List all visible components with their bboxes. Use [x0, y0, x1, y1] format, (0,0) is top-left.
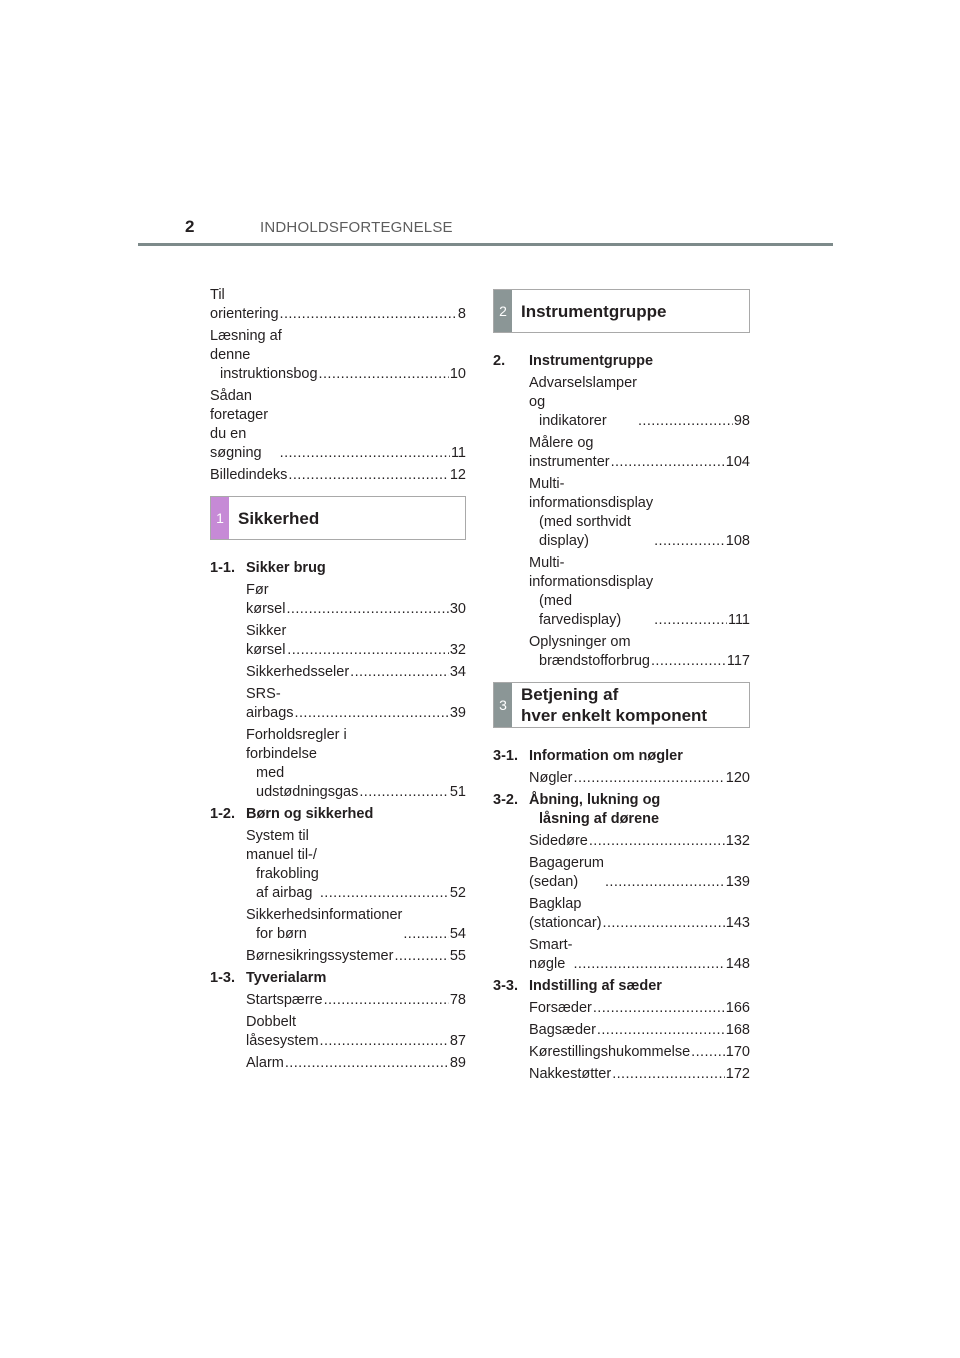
toc-entry[interactable]: [529, 554, 750, 630]
toc-entry-line2: med udstødningsgas: [256, 765, 359, 800]
toc-entry[interactable]: [529, 769, 750, 788]
toc-entry-text: [529, 475, 653, 551]
toc-entry-text: Billedindeks: [210, 467, 288, 483]
toc-entry-text: Bagagerum (sedan): [529, 855, 604, 890]
toc-page-number: 10: [449, 366, 466, 382]
toc-entry-text: Børnesikringssystemer: [246, 948, 394, 964]
toc-entry-text: Smart-nøgle: [529, 937, 573, 972]
leader-dots: [280, 444, 450, 463]
section-title: Sikker brug: [246, 560, 326, 576]
leader-dots: [603, 914, 725, 933]
toc-entry-text: Sådan foretager du en søgning: [210, 388, 269, 461]
leader-dots: [638, 412, 733, 431]
toc-entry-text: Sikker kørsel: [246, 623, 287, 658]
chapter-number-tab: 2: [494, 290, 512, 332]
toc-entry-line1: Læsning af denne: [210, 328, 282, 363]
section-title-line1: Åbning, lukning og: [529, 792, 661, 808]
leader-dots: [287, 641, 449, 660]
toc-page-number: 78: [449, 992, 466, 1008]
toc-entry-text: Dobbelt låsesystem: [246, 1014, 319, 1049]
chapter-title-line2: hver enkelt komponent: [521, 706, 708, 725]
toc-entry-text: Alarm: [246, 1055, 284, 1071]
toc-entry-text: Nakkestøtter: [529, 1066, 612, 1082]
toc-page-number: 166: [725, 1000, 750, 1016]
leader-dots: [612, 1065, 725, 1084]
section-title: Tyverialarm: [246, 970, 327, 986]
leader-dots: [320, 884, 449, 903]
toc-entry-text: [246, 906, 402, 944]
toc-entry-line1: Sikkerhedsinformationer: [246, 907, 403, 923]
leader-dots: [593, 999, 725, 1018]
leader-dots: [574, 769, 725, 788]
toc-entry[interactable]: [529, 434, 750, 472]
toc-page-number: 12: [449, 467, 466, 483]
header-rule: [138, 243, 833, 246]
toc-entry-line2: (med farvedisplay): [539, 593, 622, 628]
toc-entry[interactable]: [246, 1054, 466, 1073]
toc-entry[interactable]: [529, 854, 750, 892]
section-heading[interactable]: [210, 969, 466, 988]
section-number: 1-3.: [210, 970, 235, 986]
toc-entry-text: Bagsæder: [529, 1022, 596, 1038]
toc-entry-text: Startspærre: [246, 992, 323, 1008]
section-title-line2: låsning af dørene: [539, 811, 660, 827]
toc-entry-text: Til orientering: [210, 287, 279, 322]
section-title: Instrumentgruppe: [529, 353, 654, 369]
toc-page-number: 132: [725, 833, 750, 849]
chapter-title: Instrumentgruppe: [521, 301, 667, 321]
toc-entry-text: [529, 554, 653, 630]
toc-page-number: 39: [449, 705, 466, 721]
leader-dots: [589, 832, 725, 851]
section-heading[interactable]: [210, 559, 466, 578]
section-number: 1-1.: [210, 560, 235, 576]
page-number: 2: [185, 217, 195, 236]
toc-entry-text: Målere og instrumenter: [529, 435, 610, 470]
leader-dots: [295, 704, 449, 723]
running-header-title: INDHOLDSFORTEGNELSE: [260, 219, 453, 236]
toc-entry[interactable]: [210, 327, 466, 384]
toc-entry-text: [529, 374, 637, 431]
toc-page-number: 52: [449, 885, 466, 901]
toc-entry[interactable]: [246, 622, 466, 660]
section-heading[interactable]: [210, 805, 466, 824]
chapter-header-1[interactable]: [210, 496, 466, 540]
toc-entry-text: [210, 327, 318, 384]
toc-page-number: 54: [449, 926, 466, 942]
toc-page-number: 148: [725, 956, 750, 972]
leader-dots: [286, 600, 448, 619]
leader-dots: [403, 925, 449, 944]
toc-page-number: 34: [449, 664, 466, 680]
toc-page-number: 104: [725, 454, 750, 470]
section-number: 2.: [493, 353, 506, 369]
toc-entry[interactable]: [246, 663, 466, 682]
toc-entry-line1: System til manuel til-/: [246, 828, 317, 863]
toc-entry[interactable]: [210, 286, 466, 324]
leader-dots: [288, 466, 448, 485]
leader-dots: [324, 991, 449, 1010]
section-heading[interactable]: [493, 747, 750, 766]
toc-entry[interactable]: [246, 726, 466, 802]
toc-page-number: 139: [725, 874, 750, 890]
toc-entry[interactable]: [529, 1043, 750, 1062]
toc-entry[interactable]: [529, 936, 750, 974]
leader-dots: [597, 1021, 725, 1040]
toc-entry-text: [529, 633, 650, 671]
leader-dots: [605, 873, 725, 892]
toc-page-number: 143: [725, 915, 750, 931]
toc-entry[interactable]: [246, 947, 466, 966]
toc-entry[interactable]: [529, 633, 750, 671]
toc-entry[interactable]: [246, 991, 466, 1010]
chapter-title: Sikkerhed: [238, 508, 320, 528]
toc-entry[interactable]: [529, 1065, 750, 1084]
chapter-header-2[interactable]: [493, 289, 750, 333]
leader-dots: [654, 532, 725, 551]
toc-entry[interactable]: [210, 466, 466, 485]
section-title: Information om nøgler: [529, 748, 683, 764]
toc-entry[interactable]: [529, 999, 750, 1018]
chapter-number-tab: 3: [494, 683, 512, 727]
toc-page-number: 55: [449, 948, 466, 964]
toc-entry-line2: frakobling af airbag: [256, 866, 319, 901]
toc-entry-text: Sikkerhedsseler: [246, 664, 350, 680]
toc-entry-text: Nøgler: [529, 770, 573, 786]
toc-left-column: [210, 286, 466, 1076]
section-number: 3-3.: [493, 978, 518, 994]
toc-entry-line1: Forholdsregler i forbindelse: [246, 727, 347, 762]
toc-entry-text: Før kørsel: [246, 582, 286, 617]
toc-entry-line2: for børn: [256, 926, 307, 942]
toc-page-number: 170: [725, 1044, 750, 1060]
toc-entry-text: Forsæder: [529, 1000, 592, 1016]
section-number: 1-2.: [210, 806, 235, 822]
toc-page-number: 30: [449, 601, 466, 617]
toc-page-number: 168: [725, 1022, 750, 1038]
chapter-header-3[interactable]: [493, 682, 750, 728]
leader-dots: [359, 783, 449, 802]
toc-entry-line2: indikatorer: [539, 413, 607, 429]
chapter-number-tab: 1: [211, 497, 229, 539]
section-heading[interactable]: [493, 352, 750, 371]
leader-dots: [320, 1032, 449, 1051]
section-number: 3-1.: [493, 748, 518, 764]
toc-entry-text: [246, 726, 358, 802]
toc-right-column: [493, 289, 750, 1087]
toc-page-number: 32: [449, 642, 466, 658]
section-heading[interactable]: [493, 791, 750, 829]
leader-dots: [654, 611, 727, 630]
toc-entry-text: Bagklap (stationcar): [529, 896, 602, 931]
chapter-title: [512, 683, 707, 727]
toc-page-number: 87: [449, 1033, 466, 1049]
leader-dots: [285, 1054, 449, 1073]
toc-entry[interactable]: [529, 374, 750, 431]
toc-page-number: 11: [450, 445, 466, 461]
section-title: Indstilling af sæder: [529, 978, 662, 994]
toc-page-number: 89: [449, 1055, 466, 1071]
toc-entry-line1: Oplysninger om: [529, 634, 631, 650]
leader-dots: [691, 1043, 725, 1062]
toc-entry-line1: Multi-informationsdisplay: [529, 476, 654, 511]
toc-page-number: 98: [733, 413, 750, 429]
toc-page-number: 51: [449, 784, 466, 800]
toc-entry[interactable]: [529, 832, 750, 851]
leader-dots: [574, 955, 725, 974]
toc-page-number: 120: [725, 770, 750, 786]
toc-page-number: 8: [457, 306, 466, 322]
toc-page-number: 108: [725, 533, 750, 549]
toc-page-number: 117: [726, 653, 750, 669]
toc-entry[interactable]: [529, 1021, 750, 1040]
toc-entry-text: SRS-airbags: [246, 686, 294, 721]
chapter-title-line1: Betjening af: [521, 685, 619, 704]
toc-entry-text: Kørestillingshukommelse: [529, 1044, 691, 1060]
section-heading[interactable]: [493, 977, 750, 996]
leader-dots: [350, 663, 449, 682]
leader-dots: [280, 305, 457, 324]
toc-page-number: 111: [727, 612, 750, 628]
toc-entry-line2: brændstofforbrug: [539, 653, 650, 669]
leader-dots: [651, 652, 726, 671]
toc-entry-line2: (med sorthvidt display): [539, 514, 631, 549]
toc-entry[interactable]: [529, 895, 750, 933]
toc-entry[interactable]: [246, 827, 466, 903]
toc-entry[interactable]: [246, 685, 466, 723]
toc-entry[interactable]: [246, 581, 466, 619]
toc-entry-text: [246, 827, 319, 903]
section-title: Børn og sikkerhed: [246, 806, 374, 822]
toc-entry[interactable]: [529, 475, 750, 551]
toc-entry-line2: instruktionsbog: [220, 366, 318, 382]
toc-entry-line1: Advarselslamper og: [529, 375, 637, 410]
toc-entry-text: Sidedøre: [529, 833, 588, 849]
toc-entry-line1: Multi-informationsdisplay: [529, 555, 654, 590]
toc-entry[interactable]: [210, 387, 466, 463]
section-title: [529, 791, 660, 829]
toc-entry[interactable]: [246, 906, 466, 944]
leader-dots: [394, 947, 448, 966]
section-number: 3-2.: [493, 792, 518, 808]
leader-dots: [319, 365, 449, 384]
toc-page-number: 172: [725, 1066, 750, 1082]
leader-dots: [611, 453, 725, 472]
toc-entry[interactable]: [246, 1013, 466, 1051]
